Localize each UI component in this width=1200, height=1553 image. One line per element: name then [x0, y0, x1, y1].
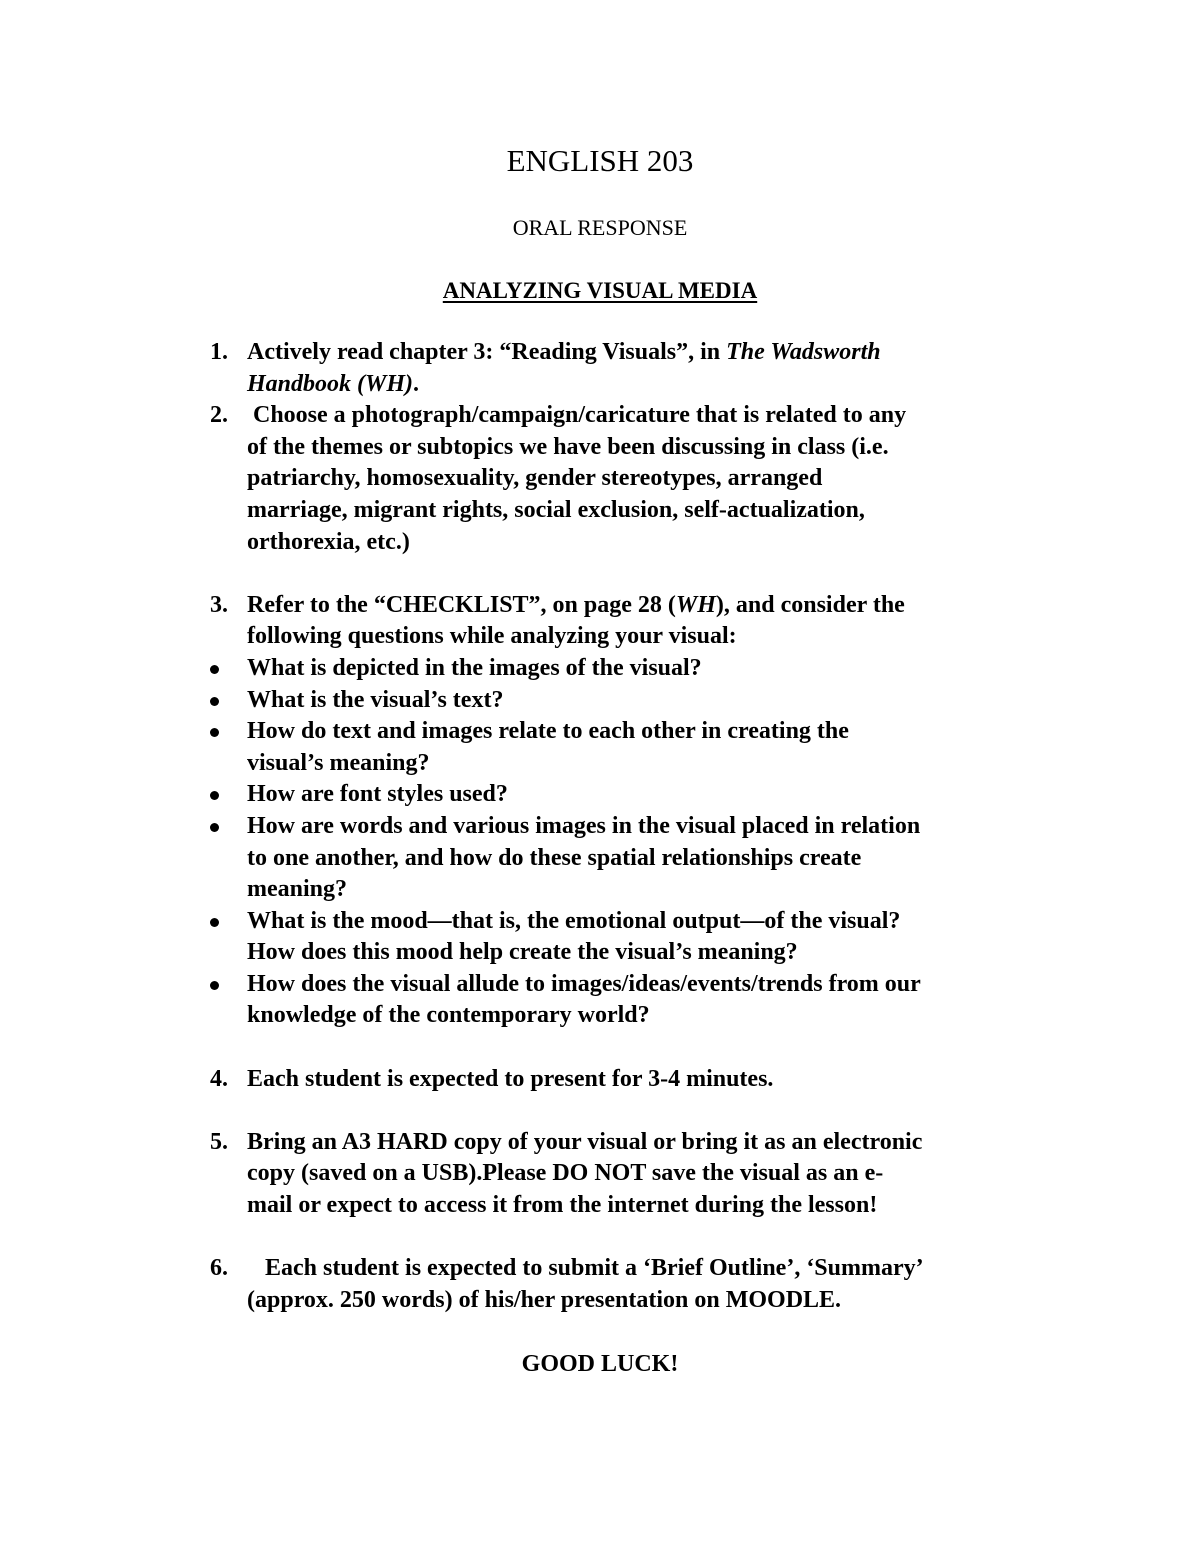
- list-item: [0, 590, 1200, 653]
- text-line: [247, 495, 1037, 527]
- text-line: [247, 748, 1037, 780]
- text-line: [247, 811, 1037, 843]
- text-run: orthorexia, etc.): [247, 528, 410, 555]
- text-line: [247, 969, 1037, 1001]
- text-line: [247, 653, 1037, 685]
- list-item-text: [247, 400, 1037, 558]
- text-run: Choose a photograph/campaign/caricature that is related to any: [247, 402, 907, 429]
- text-line: [247, 590, 1037, 622]
- text-line: [247, 1000, 1037, 1032]
- list-item: [0, 1127, 1200, 1222]
- text-line: [247, 621, 1037, 653]
- text-run: patriarchy, homosexuality, gender stereotypes, arranged: [247, 465, 823, 492]
- text-line: [247, 1158, 1037, 1190]
- bullet-text: [247, 969, 1037, 1032]
- bullet-icon: [210, 665, 219, 674]
- list-item: [0, 1064, 1200, 1096]
- text-line: [247, 716, 1037, 748]
- paragraph-spacer: [0, 1222, 1200, 1254]
- bullet-item: [0, 653, 1200, 685]
- bullet-text: [247, 716, 1037, 779]
- text-run: How do text and images relate to each other in creating the: [247, 718, 849, 745]
- list-item: [0, 400, 1200, 558]
- document-subtitle: ORAL RESPONSE: [512, 215, 688, 240]
- text-line: [247, 1064, 1037, 1096]
- text-line: [247, 779, 1037, 811]
- closing-text: GOOD LUCK!: [521, 1351, 679, 1377]
- text-line: [247, 937, 1037, 969]
- italic-text: Handbook (WH): [247, 370, 414, 397]
- list-item: [0, 337, 1200, 400]
- paragraph-spacer: [0, 1095, 1200, 1127]
- bullet-icon: [210, 823, 219, 832]
- text-run: mail or expect to access it from the internet during the lesson!: [247, 1192, 878, 1219]
- list-number: 2.: [210, 402, 228, 429]
- bullet-item: [0, 969, 1200, 1032]
- bullet-item: [0, 716, 1200, 779]
- italic-text: The Wadsworth: [726, 339, 881, 365]
- bullet-text: [247, 653, 1037, 685]
- text-run: How are font styles used?: [247, 781, 508, 808]
- italic-text: WH: [675, 591, 716, 618]
- text-run: to one another, and how do these spatial relationships create: [247, 844, 862, 871]
- text-run: How does the visual allude to images/ideas/events/trends from our: [247, 970, 921, 997]
- bullet-icon: [210, 728, 219, 737]
- text-line: [247, 685, 1037, 717]
- bullet-item: [0, 811, 1200, 906]
- text-run: Each student is expected to submit a ‘Brief Outline’, ‘Summary’: [247, 1255, 924, 1282]
- text-run: ), and consider the: [715, 591, 905, 618]
- paragraph-spacer: [0, 1032, 1200, 1064]
- text-run: .: [413, 370, 420, 397]
- text-line: [247, 463, 1037, 495]
- text-run: copy (saved on a USB).Please DO NOT save the visual as an e-: [247, 1160, 884, 1187]
- bullet-icon: [210, 981, 219, 990]
- text-line: [247, 1285, 1037, 1317]
- list-number: 4.: [210, 1065, 228, 1092]
- list-number: 3.: [210, 591, 228, 618]
- text-run: Bring an A3 HARD copy of your visual or bring it as an electronic: [247, 1128, 923, 1155]
- list-item-text: [247, 1064, 1037, 1096]
- text-line: [247, 527, 1037, 559]
- list-item-text: [247, 1253, 1037, 1316]
- text-run: What is depicted in the images of the visual?: [247, 654, 702, 681]
- bullet-icon: [210, 918, 219, 927]
- text-line: [247, 1190, 1037, 1222]
- text-line: [247, 1253, 1037, 1285]
- text-run: What is the visual’s text?: [247, 686, 504, 713]
- bullet-item: [0, 906, 1200, 969]
- text-run: How does this mood help create the visual’s meaning?: [247, 939, 798, 966]
- document-heading: ANALYZING VISUAL MEDIA: [442, 278, 758, 303]
- text-run: Each student is expected to present for 3-4 minutes.: [247, 1065, 774, 1092]
- text-run: What is the mood—that is, the emotional output—of the visual?: [247, 907, 901, 934]
- list-item: [0, 1253, 1200, 1316]
- text-run: of the themes or subtopics we have been discussing in class (i.e.: [247, 433, 889, 460]
- text-run: How are words and various images in the visual placed in relation: [247, 812, 921, 839]
- bullet-text: [247, 685, 1037, 717]
- list-number: 1.: [210, 339, 228, 365]
- paragraph-spacer: [0, 558, 1200, 590]
- bullet-item: [0, 779, 1200, 811]
- bullet-icon: [210, 697, 219, 706]
- course-title: ENGLISH 203: [506, 143, 694, 178]
- text-run: visual’s meaning?: [247, 749, 430, 776]
- bullet-icon: [210, 791, 219, 800]
- text-run: following questions while analyzing your visual:: [247, 623, 737, 650]
- text-run: Actively read chapter 3: “Reading Visuals”, in: [247, 339, 727, 365]
- bullet-text: [247, 811, 1037, 906]
- text-line: [247, 1127, 1037, 1159]
- list-item-text: [247, 590, 1037, 653]
- text-line: [247, 843, 1037, 875]
- list-item-text: [247, 337, 1037, 400]
- text-line: [247, 906, 1037, 938]
- instruction-list: [0, 337, 1200, 1316]
- text-line: [247, 432, 1037, 464]
- text-line: [247, 369, 1037, 401]
- bullet-text: [247, 779, 1037, 811]
- list-number: 6.: [210, 1255, 228, 1282]
- bullet-text: [247, 906, 1037, 969]
- text-run: meaning?: [247, 876, 348, 903]
- bullet-item: [0, 685, 1200, 717]
- list-number: 5.: [210, 1128, 228, 1155]
- text-line: [247, 337, 1037, 369]
- text-line: [247, 400, 1037, 432]
- text-run: Refer to the “CHECKLIST”, on page 28 (: [247, 591, 676, 618]
- text-run: marriage, migrant rights, social exclusion, self-actualization,: [247, 496, 865, 523]
- list-item-text: [247, 1127, 1037, 1222]
- text-line: [247, 874, 1037, 906]
- text-run: knowledge of the contemporary world?: [247, 1002, 650, 1029]
- text-run: (approx. 250 words) of his/her presentation on MOODLE.: [247, 1286, 842, 1313]
